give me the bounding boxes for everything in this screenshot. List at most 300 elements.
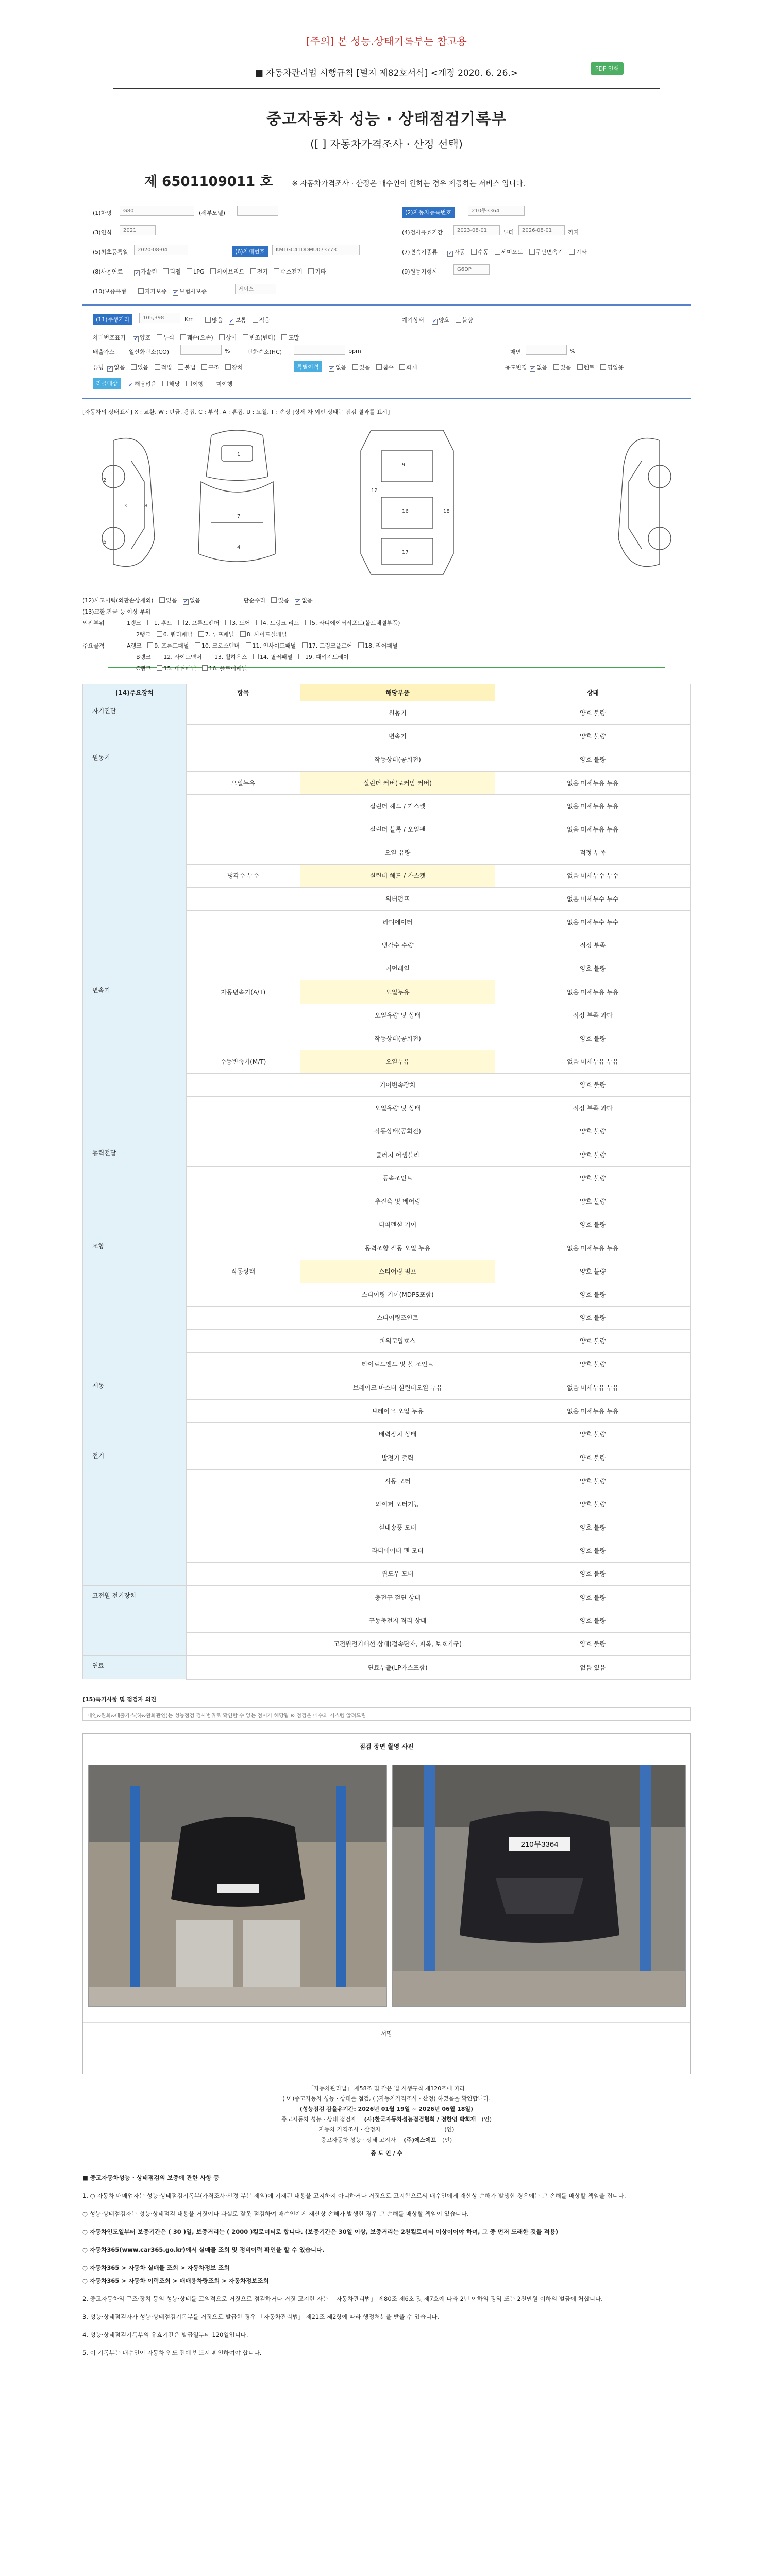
- checkbox[interactable]: [147, 642, 153, 648]
- cell-part: 냉각수 수량: [300, 934, 495, 957]
- cell-state[interactable]: 양호 불량: [495, 1260, 691, 1283]
- checkbox[interactable]: [529, 249, 535, 255]
- table-row: [83, 1539, 691, 1562]
- car-name-field[interactable]: G80: [120, 206, 194, 216]
- cell-part: 스티어링조인트: [300, 1306, 495, 1329]
- cell-state[interactable]: 양호 불량: [495, 1073, 691, 1096]
- cell-item: 수동변속기(M/T): [186, 1050, 300, 1073]
- cell-state[interactable]: 양호 불량: [495, 1329, 691, 1352]
- cell-item: [186, 887, 300, 910]
- cell-item: [186, 1236, 300, 1260]
- cell-category: 전기: [83, 1446, 187, 1470]
- checkbox[interactable]: [600, 364, 606, 370]
- year-field[interactable]: 2021: [120, 225, 156, 235]
- checkbox[interactable]: [240, 631, 246, 637]
- odo-opt: 많음: [212, 317, 223, 324]
- checkbox[interactable]: [202, 665, 208, 671]
- table-row: [83, 724, 691, 748]
- usage-opt: 있음: [560, 364, 572, 371]
- odo-opt: 보통: [235, 317, 247, 324]
- inspection-table: [82, 684, 691, 1680]
- fuel-opt: LPG: [193, 268, 205, 275]
- hc-field[interactable]: [294, 345, 345, 355]
- cell-state[interactable]: 양호 불량: [495, 1306, 691, 1329]
- odometer-options: [201, 316, 270, 325]
- cell-state[interactable]: 없음 미세누유 누유: [495, 794, 691, 818]
- table-row: [83, 1190, 691, 1213]
- checkbox-gasoline[interactable]: ✔: [135, 270, 139, 276]
- seller-row: [82, 2135, 691, 2145]
- part-name: 5. 라디에이터서포트(볼트체결부품): [312, 620, 400, 626]
- checkbox[interactable]: [155, 364, 160, 370]
- cell-item: [186, 1376, 300, 1400]
- table-row: [83, 1422, 691, 1446]
- cell-state[interactable]: 양호 불량: [495, 1166, 691, 1190]
- cell-item: [186, 1027, 300, 1050]
- table-row: [83, 1446, 691, 1470]
- table-row: [83, 1469, 691, 1493]
- simple-opt: 있음: [278, 597, 289, 604]
- cell-state[interactable]: 없음 미세누수 누수: [495, 864, 691, 887]
- cell-state[interactable]: 양호 불량: [495, 1190, 691, 1213]
- checkbox[interactable]: [195, 642, 200, 648]
- co-field[interactable]: [180, 345, 222, 355]
- checkbox[interactable]: [138, 288, 144, 294]
- detail-model-field[interactable]: [237, 206, 278, 216]
- doc-number: [144, 171, 691, 190]
- cell-part: 커먼레일: [300, 957, 495, 980]
- sign-line: 「자동차관리법」 제58조 및 같은 법 시행규칙 제120조에 따라: [308, 2084, 465, 2092]
- table-row: [83, 1656, 691, 1680]
- table-row: [83, 1562, 691, 1586]
- cell-state[interactable]: 없음 미세누유 누유: [495, 1050, 691, 1073]
- checkbox[interactable]: [198, 631, 204, 637]
- cell-state[interactable]: 양호 불량: [495, 1469, 691, 1493]
- part-numbers: [103, 452, 450, 555]
- cell-state[interactable]: 양호 불량: [495, 1562, 691, 1586]
- cell-state[interactable]: 적정 부족: [495, 934, 691, 957]
- part-name: 16. 플로어패널: [209, 665, 247, 672]
- cell-part: 등속조인트: [300, 1166, 495, 1190]
- law-reference: [82, 65, 691, 78]
- recall-opt: 해당없음: [135, 381, 157, 387]
- checkbox[interactable]: [178, 364, 183, 370]
- cell-category: [83, 1073, 187, 1096]
- checkbox[interactable]: [308, 268, 314, 274]
- print-button[interactable]: PDF 인쇄: [591, 62, 624, 75]
- table-row: [83, 1166, 691, 1190]
- cell-part: 배력장치 상태: [300, 1422, 495, 1446]
- checkbox[interactable]: [180, 334, 186, 340]
- seller-label: 중고자동차 성능 · 상태 고지자: [321, 2136, 396, 2143]
- checkbox-none[interactable]: ✔: [329, 366, 334, 371]
- warranty-options: [134, 287, 207, 296]
- cell-category: [83, 1260, 187, 1283]
- checkbox[interactable]: [225, 620, 231, 625]
- valid-from-field[interactable]: 2023-08-01: [453, 225, 500, 235]
- cell-state[interactable]: 양호 불량: [495, 701, 691, 725]
- tuning-options: [103, 363, 243, 372]
- checkbox[interactable]: [358, 642, 364, 648]
- swap-label: (13)교환,판금 등 이상 부위: [82, 608, 151, 615]
- seller-name: (주)에스에프: [404, 2136, 436, 2143]
- header-cell: (14)주요장치: [83, 684, 187, 701]
- trans-label: (7)변속기종류: [402, 249, 438, 256]
- cell-item: [186, 1283, 300, 1306]
- cell-category: [83, 818, 187, 841]
- cell-state[interactable]: 양호 불량: [495, 1143, 691, 1167]
- checkbox-auto[interactable]: ✔: [448, 251, 452, 256]
- cell-state[interactable]: 없음 미세누수 누수: [495, 887, 691, 910]
- accident-opt: 있음: [165, 597, 177, 604]
- cell-part: 변속기: [300, 724, 495, 748]
- vin-mark-options: [129, 333, 299, 342]
- checkbox[interactable]: [250, 268, 256, 274]
- note-item: 4. 성능·상태점검기록부의 유효기간은 발급일부터 120일입니다.: [82, 2331, 248, 2338]
- checkbox[interactable]: [376, 364, 382, 370]
- cell-item: [186, 1096, 300, 1120]
- cell-item: [186, 1539, 300, 1562]
- cell-state[interactable]: 없음 있음: [495, 1656, 691, 1680]
- fuel-opt: 전기: [257, 268, 268, 275]
- engine-field[interactable]: G6DP: [453, 264, 490, 275]
- table-row: [83, 748, 691, 772]
- cell-category: [83, 1166, 187, 1190]
- trans-opt: 기타: [576, 249, 587, 256]
- cell-state[interactable]: 양호 불량: [495, 1516, 691, 1539]
- cell-category: [83, 1190, 187, 1213]
- cell-category: 제동: [83, 1376, 187, 1400]
- tuning-opt: 구조: [208, 364, 220, 371]
- cell-state[interactable]: 양호 불량: [495, 1352, 691, 1376]
- cell-state[interactable]: 없음 미세누유 누유: [495, 1376, 691, 1400]
- first-reg-field[interactable]: 2020-08-04: [134, 245, 188, 255]
- car-right-side-view: [618, 438, 671, 567]
- cell-part: 추진축 및 베어링: [300, 1190, 495, 1213]
- checkbox[interactable]: [305, 620, 311, 625]
- part-name: 14. 필러패널: [259, 654, 293, 660]
- tuning-opt: 없음: [114, 364, 125, 371]
- smoke-label: 매연: [510, 349, 522, 355]
- cell-state[interactable]: 없음 미세누유 누유: [495, 1399, 691, 1422]
- table-row: [83, 934, 691, 957]
- rank-c-row: [82, 663, 400, 674]
- cell-state[interactable]: 양호 불량: [495, 724, 691, 748]
- cell-state[interactable]: 양호 불량: [495, 1027, 691, 1050]
- checkbox[interactable]: [157, 665, 162, 671]
- receipt-text: 중 도 인 / 수: [371, 2149, 402, 2157]
- meter-state-options: [428, 316, 473, 325]
- cell-state[interactable]: 양호 불량: [495, 1539, 691, 1562]
- part-number: 7: [237, 514, 241, 519]
- part-name: 6. 쿼터패널: [163, 631, 193, 638]
- cell-part: 오일유량 및 상태: [300, 1096, 495, 1120]
- smoke-field[interactable]: [526, 345, 567, 355]
- rank-b-label: B랭크: [136, 654, 151, 660]
- checkbox[interactable]: [208, 654, 213, 659]
- table-row: [83, 1050, 691, 1073]
- checkbox-none[interactable]: ✔: [295, 599, 300, 604]
- cell-category: 조향: [83, 1236, 187, 1260]
- checkbox-na[interactable]: ✔: [128, 383, 133, 388]
- table-row: [83, 957, 691, 980]
- checkbox-none[interactable]: ✔: [183, 599, 188, 604]
- special-opt: 없음: [335, 364, 347, 371]
- trans-options: [443, 248, 586, 257]
- inspection-document: [82, 0, 691, 2576]
- cell-state[interactable]: 없음 미세누유 누유: [495, 818, 691, 841]
- engine-label: (9)원동기형식: [402, 268, 438, 275]
- cell-item: [186, 1352, 300, 1376]
- checkbox[interactable]: [271, 597, 277, 603]
- cell-state[interactable]: 양호 불량: [495, 957, 691, 980]
- table-row: [83, 1073, 691, 1096]
- checkbox[interactable]: [201, 364, 207, 370]
- vin-mark-label: 차대번호표기: [93, 334, 126, 341]
- cell-item: [186, 1422, 300, 1446]
- valid-period-label: (4)검사유효기간: [402, 229, 443, 236]
- checkbox[interactable]: [253, 317, 258, 323]
- cell-category: [83, 1539, 187, 1562]
- note-item: ○ 자동차인도일부터 보증기간은 ( 30 )일, 보증거리는 ( 2000 )킬로미터로 합니다. (보증기간은 30일 이상, 보증거리는 2천킬로미터 이상이어야 하며, 그 중 먼저 도래한 것을 적용): [82, 2228, 559, 2235]
- fuel-opt: 기타: [315, 268, 326, 275]
- cell-category: [83, 1213, 187, 1236]
- cell-state[interactable]: 적정 부족: [495, 841, 691, 864]
- cell-state[interactable]: 양호 불량: [495, 1586, 691, 1609]
- checkbox[interactable]: [399, 364, 405, 370]
- cell-category: [83, 1422, 187, 1446]
- vin-mark-opt: 도말: [288, 334, 299, 341]
- checkbox[interactable]: [577, 364, 583, 370]
- law-line: ■ 자동차관리법 시행규칙 [별지 제82호서식] <개정 2020. 6. 26.>: [255, 68, 518, 78]
- cell-state[interactable]: 없음 미세누유 누유: [495, 771, 691, 794]
- cell-part: 라디에이터: [300, 910, 495, 934]
- cell-part: 오일누유: [300, 980, 495, 1004]
- cell-category: [83, 887, 187, 910]
- cell-category: [83, 1050, 187, 1073]
- valid-sep: 부터: [503, 229, 514, 236]
- checkbox-none[interactable]: ✔: [108, 366, 112, 371]
- checkbox-normal[interactable]: ✔: [229, 319, 234, 324]
- cell-item: [186, 1562, 300, 1586]
- rank-main-label: 주요골격: [82, 642, 105, 649]
- checkbox[interactable]: [553, 364, 559, 370]
- sign-label: 서명: [381, 2030, 392, 2037]
- cell-item: [186, 1329, 300, 1352]
- cell-part: 와이퍼 모터기능: [300, 1493, 495, 1516]
- fuel-opt: 수소전기: [280, 268, 303, 275]
- table-row: [83, 818, 691, 841]
- checkbox[interactable]: [157, 334, 162, 340]
- special-notes-text: 내연&완화&배출가스(하&완화관연)는 성능점검 검사범위로 확인할 수 없는 점이가 해당됨 ※ 점검은 매수의 시스템 알려드림: [82, 1707, 691, 1721]
- vin-mark-opt: 양호: [140, 334, 151, 341]
- checkbox[interactable]: [187, 268, 192, 274]
- car-front-view: [198, 430, 276, 562]
- checkbox[interactable]: [210, 381, 215, 386]
- rank-a-row: [82, 640, 400, 652]
- checkbox[interactable]: [163, 268, 169, 274]
- cell-state[interactable]: 양호 불량: [495, 1120, 691, 1143]
- cell-state[interactable]: 양호 불량: [495, 1609, 691, 1632]
- hc-label: 탄화수소(HC): [247, 349, 282, 355]
- cell-item: [186, 1469, 300, 1493]
- part-name: 18. 리어패널: [365, 642, 398, 649]
- cell-state[interactable]: 양호 불량: [495, 1493, 691, 1516]
- diagram-footer: [82, 595, 400, 674]
- cell-item: [186, 841, 300, 864]
- checkbox[interactable]: [210, 268, 216, 274]
- part-number: 6: [103, 539, 107, 545]
- checkbox-none[interactable]: ✔: [530, 366, 535, 371]
- valid-end: 까지: [568, 229, 579, 236]
- odometer-field[interactable]: 105,398: [139, 313, 180, 323]
- cell-state[interactable]: 적정 부족 과다: [495, 1096, 691, 1120]
- tuning-opt: 적법: [161, 364, 172, 371]
- vin-label: (6)차대번호: [232, 246, 268, 257]
- warranty-company-field[interactable]: 제이스: [235, 284, 276, 294]
- cell-state[interactable]: 양호 불량: [495, 1446, 691, 1470]
- cell-item: [186, 1073, 300, 1096]
- inspection-photo-rear: [88, 1765, 387, 2007]
- checkbox[interactable]: [246, 642, 251, 648]
- cell-state[interactable]: 없음 미세누수 누수: [495, 910, 691, 934]
- table-row: [83, 841, 691, 864]
- checkbox[interactable]: [159, 597, 165, 603]
- cell-category: [83, 1352, 187, 1376]
- part-name: 3. 도어: [232, 620, 250, 626]
- odometer-unit: Km: [184, 316, 194, 323]
- detail-model-label: (세부모델): [199, 210, 226, 216]
- cell-item: [186, 1190, 300, 1213]
- part-name: 12. 사이드멤버: [163, 654, 202, 660]
- cell-state[interactable]: 양호 불량: [495, 748, 691, 772]
- checkbox[interactable]: [225, 364, 231, 370]
- cell-item: 작동상태: [186, 1260, 300, 1283]
- checkbox[interactable]: [569, 249, 575, 255]
- part-name: 19. 패키지트레이: [305, 654, 349, 660]
- checkbox-good[interactable]: ✔: [133, 336, 138, 342]
- checkbox-good[interactable]: ✔: [432, 319, 437, 324]
- checkbox[interactable]: [178, 620, 184, 625]
- checkbox[interactable]: [219, 334, 225, 340]
- tuning-opt: 불법: [184, 364, 196, 371]
- table-row: [83, 1096, 691, 1120]
- checkbox[interactable]: [471, 249, 477, 255]
- note-item: ○ 자동차365(www.car365.go.kr)에서 실매물 조회 및 정비이력 확인을 할 수 있습니다.: [82, 2246, 325, 2253]
- checkbox[interactable]: [186, 381, 192, 386]
- cell-state[interactable]: 없음 미세누유 누유: [495, 980, 691, 1004]
- cell-item: [186, 724, 300, 748]
- cell-state[interactable]: 적정 부족 과다: [495, 1004, 691, 1027]
- checkbox[interactable]: [157, 631, 162, 637]
- checkbox[interactable]: [256, 620, 262, 625]
- table-row: [83, 1120, 691, 1143]
- cell-state[interactable]: 양호 불량: [495, 1283, 691, 1306]
- cell-state[interactable]: 양호 불량: [495, 1213, 691, 1236]
- doc-number-value: 제 6501109011 호: [144, 174, 273, 190]
- checkbox[interactable]: [274, 268, 279, 274]
- checkbox[interactable]: [131, 364, 137, 370]
- cell-part: 윈도우 모터: [300, 1562, 495, 1586]
- inspector-row: [82, 2114, 691, 2125]
- cell-part: 실린더 블록 / 오일팬: [300, 818, 495, 841]
- tuning-opt: 있음: [137, 364, 149, 371]
- cell-category: 연료: [83, 1656, 187, 1680]
- cell-category: [83, 1493, 187, 1516]
- checkbox-insurance[interactable]: ✔: [173, 290, 178, 295]
- accident-opt: 없음: [189, 597, 200, 604]
- checkbox[interactable]: [243, 334, 248, 340]
- cell-item: [186, 1004, 300, 1027]
- checkbox[interactable]: [147, 620, 153, 625]
- trans-opt: 수동: [477, 249, 489, 256]
- cell-category: [83, 1027, 187, 1050]
- checkbox[interactable]: [456, 317, 461, 323]
- table-row: [83, 1376, 691, 1400]
- car-diagrams: [82, 420, 691, 585]
- checkbox[interactable]: [157, 654, 162, 659]
- cell-item: [186, 1399, 300, 1422]
- cell-state[interactable]: 양호 불량: [495, 1422, 691, 1446]
- checkbox[interactable]: [352, 364, 358, 370]
- table-row: [83, 771, 691, 794]
- cell-category: 고전원 전기장치: [83, 1586, 187, 1609]
- valid-to-field[interactable]: 2026-08-01: [518, 225, 565, 235]
- cell-part: 작동상태(공회전): [300, 1120, 495, 1143]
- header-cell: 항목: [186, 684, 300, 701]
- cell-item: [186, 934, 300, 957]
- checkbox[interactable]: [302, 642, 308, 648]
- first-reg-label: (5)최초등록일: [93, 249, 128, 256]
- note-item: 3. 성능·상태점검자가 성능·상태점검기록부를 거짓으로 발급한 경우 「자동차관리법」 제21조 제2항에 따라 행정처분을 받을 수 있습니다.: [82, 2313, 440, 2320]
- part-name: 9. 프론트패널: [154, 642, 189, 649]
- reg-no-field[interactable]: 210무3364: [468, 206, 525, 216]
- checkbox[interactable]: [281, 334, 287, 340]
- cell-category: [83, 934, 187, 957]
- part-number: 16: [402, 509, 409, 514]
- checker-seal: (인): [444, 2126, 455, 2133]
- checkbox[interactable]: [298, 654, 304, 659]
- table-row: [83, 1004, 691, 1027]
- simple-opt: 없음: [301, 597, 313, 604]
- cell-part: 발전기 출력: [300, 1446, 495, 1470]
- cell-item: [186, 1446, 300, 1470]
- note-item: ○ 자동차365 > 자동차 이력조회 > 매매용차량조회 > 자동차정보조회: [82, 2277, 269, 2284]
- part-name: 2. 프론트펜더: [184, 620, 220, 626]
- header-cell: 상태: [495, 684, 691, 701]
- cell-part: 실린더 헤드 / 가스켓: [300, 794, 495, 818]
- table-row: [83, 1027, 691, 1050]
- checkbox[interactable]: [495, 249, 500, 255]
- checkbox[interactable]: [205, 317, 211, 323]
- part-name: 13. 휠하우스: [214, 654, 247, 660]
- cell-item: [186, 701, 300, 725]
- part-number: 1: [237, 452, 241, 457]
- checkbox[interactable]: [253, 654, 259, 659]
- cell-part: 라디에이터 팬 모터: [300, 1539, 495, 1562]
- trans-opt: 자동: [454, 249, 465, 256]
- table-row: [83, 701, 691, 725]
- inspection-table-wrap: [82, 684, 691, 1680]
- checkbox[interactable]: [162, 381, 168, 386]
- cell-state[interactable]: 양호 불량: [495, 1632, 691, 1656]
- special-history-label: 특별이력: [294, 361, 322, 372]
- cell-item: [186, 957, 300, 980]
- vin-field[interactable]: KMTGC41DDMU073773: [272, 245, 360, 255]
- cell-item: [186, 748, 300, 772]
- table-row: [83, 1352, 691, 1376]
- cell-state[interactable]: 없음 미세누유 누유: [495, 1236, 691, 1260]
